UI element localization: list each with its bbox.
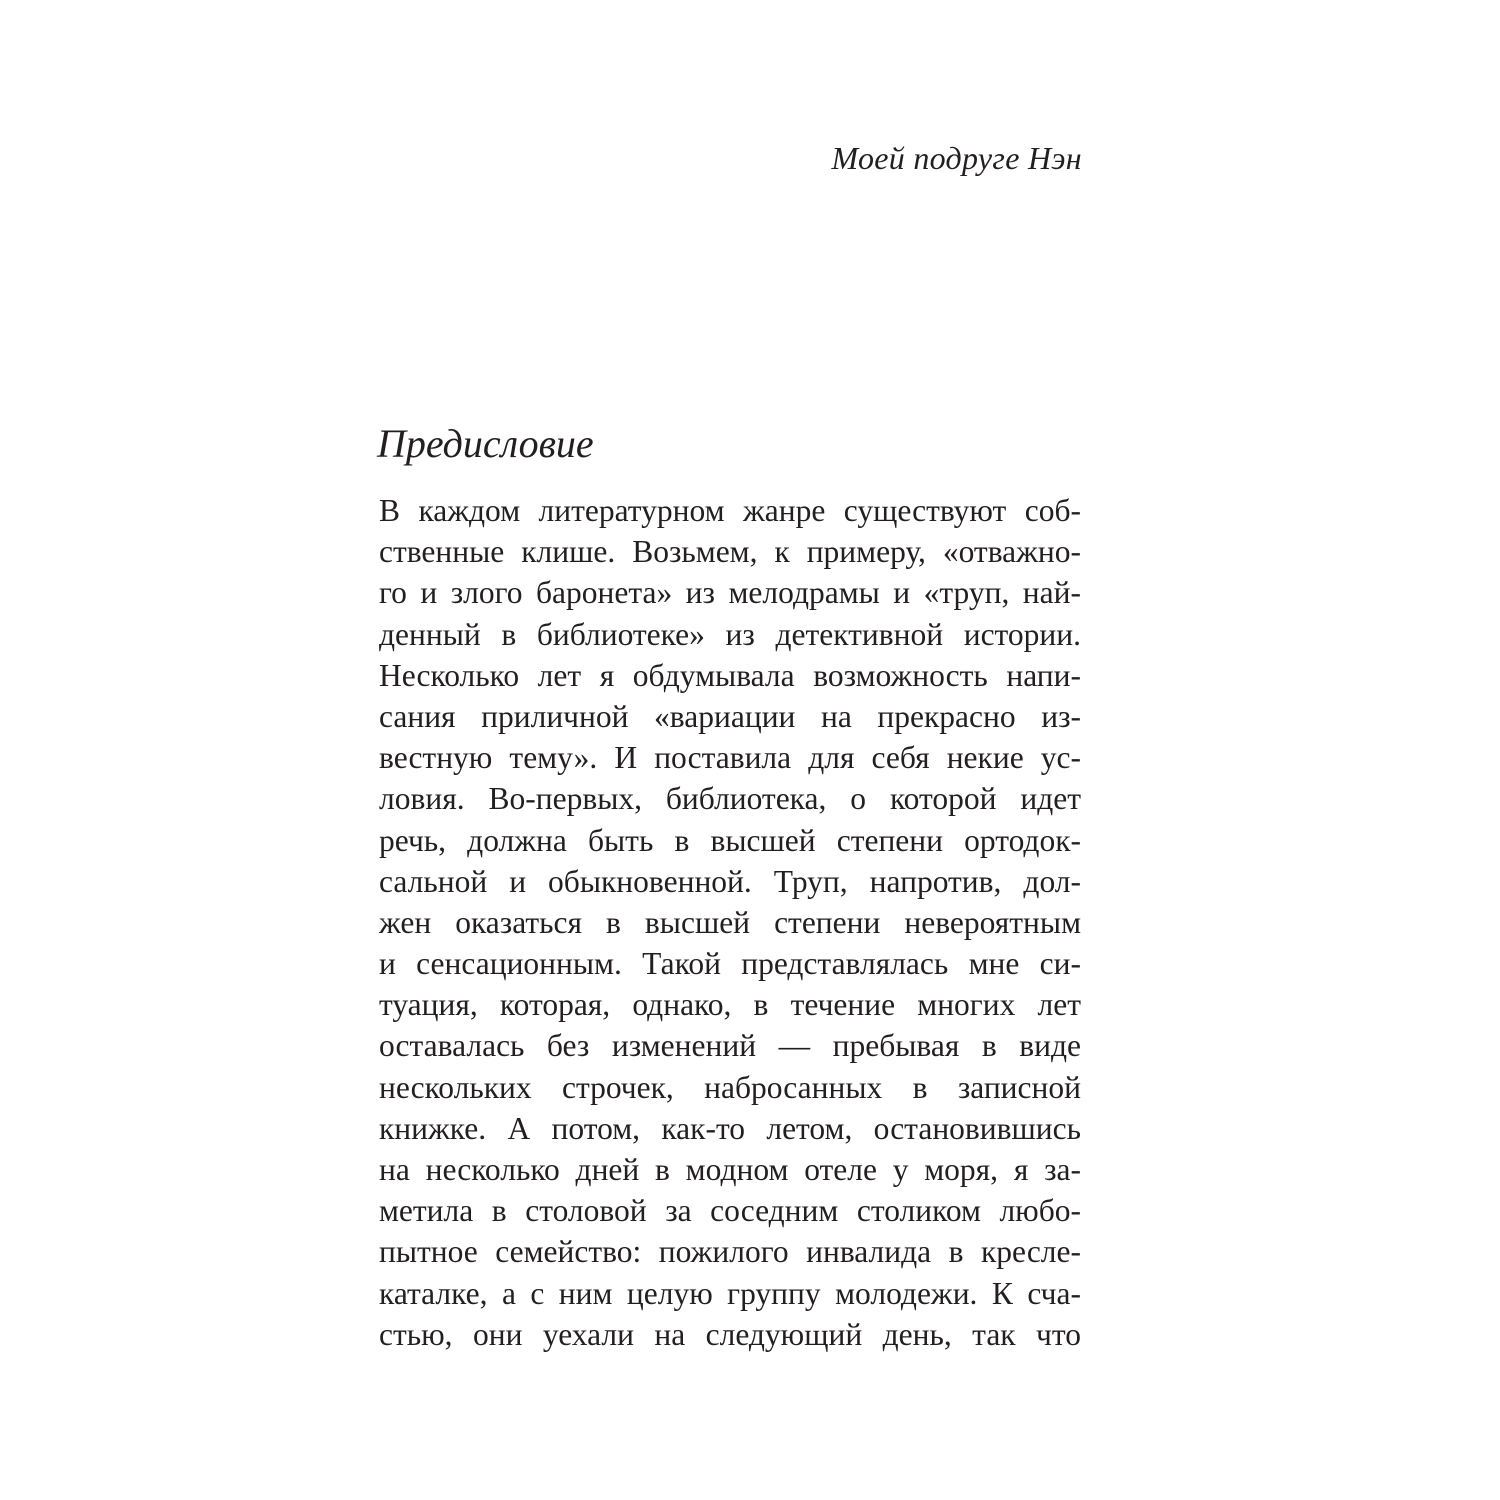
body-line: и сенсационным. Такой представлялась мне си- <box>379 946 1081 982</box>
body-line: оставалась без изменений — пребывая в виде <box>379 1028 1081 1064</box>
body-line: вестную тему». И поставила для себя некие ус- <box>379 740 1081 776</box>
body-line: речь, должна быть в высшей степени ортодок- <box>379 822 1081 858</box>
body-line: сания приличной «вариации на прекрасно из- <box>379 698 1081 734</box>
body-line: В каждом литературном жанре существуют соб- <box>379 493 1081 528</box>
body-line: ловия. Во-первых, библиотека, о которой идет <box>379 781 1081 817</box>
body-line: денный в библиотеке» из детективной истории. <box>379 616 1081 652</box>
body-line: туация, которая, однако, в течение многих лет <box>379 987 1081 1023</box>
body-line: каталке, а с ним целую группу молодежи. К сча- <box>379 1275 1081 1311</box>
chapter-title: Предисловие <box>377 421 594 466</box>
body-line: нескольких строчек, набросанных в записной <box>379 1069 1081 1105</box>
body-line: пытное семейство: пожилого инвалида в кресле- <box>379 1234 1081 1270</box>
body-line: го и злого баронета» из мелодрамы и «труп, най- <box>379 575 1081 611</box>
body-line: ственные клише. Возьмем, к примеру, «отважно- <box>379 534 1081 570</box>
body-line: на несколько дней в модном отеле у моря, я за- <box>379 1152 1081 1187</box>
body-line: жен оказаться в высшей степени невероятным <box>379 904 1081 940</box>
dedication: Моей подруге Нэн <box>831 140 1082 176</box>
body-line: книжке. А потом, как-то летом, остановившись <box>379 1110 1081 1146</box>
body-line: сальной и обыкновенной. Труп, напротив, дол- <box>379 863 1081 899</box>
body-line: стью, они уехали на следующий день, так что <box>379 1316 1081 1352</box>
body-line: Несколько лет я обдумывала возможность напи- <box>379 657 1081 693</box>
body-text <box>379 490 1081 1355</box>
body-line: метила в столовой за соседним столиком любо- <box>379 1193 1081 1229</box>
